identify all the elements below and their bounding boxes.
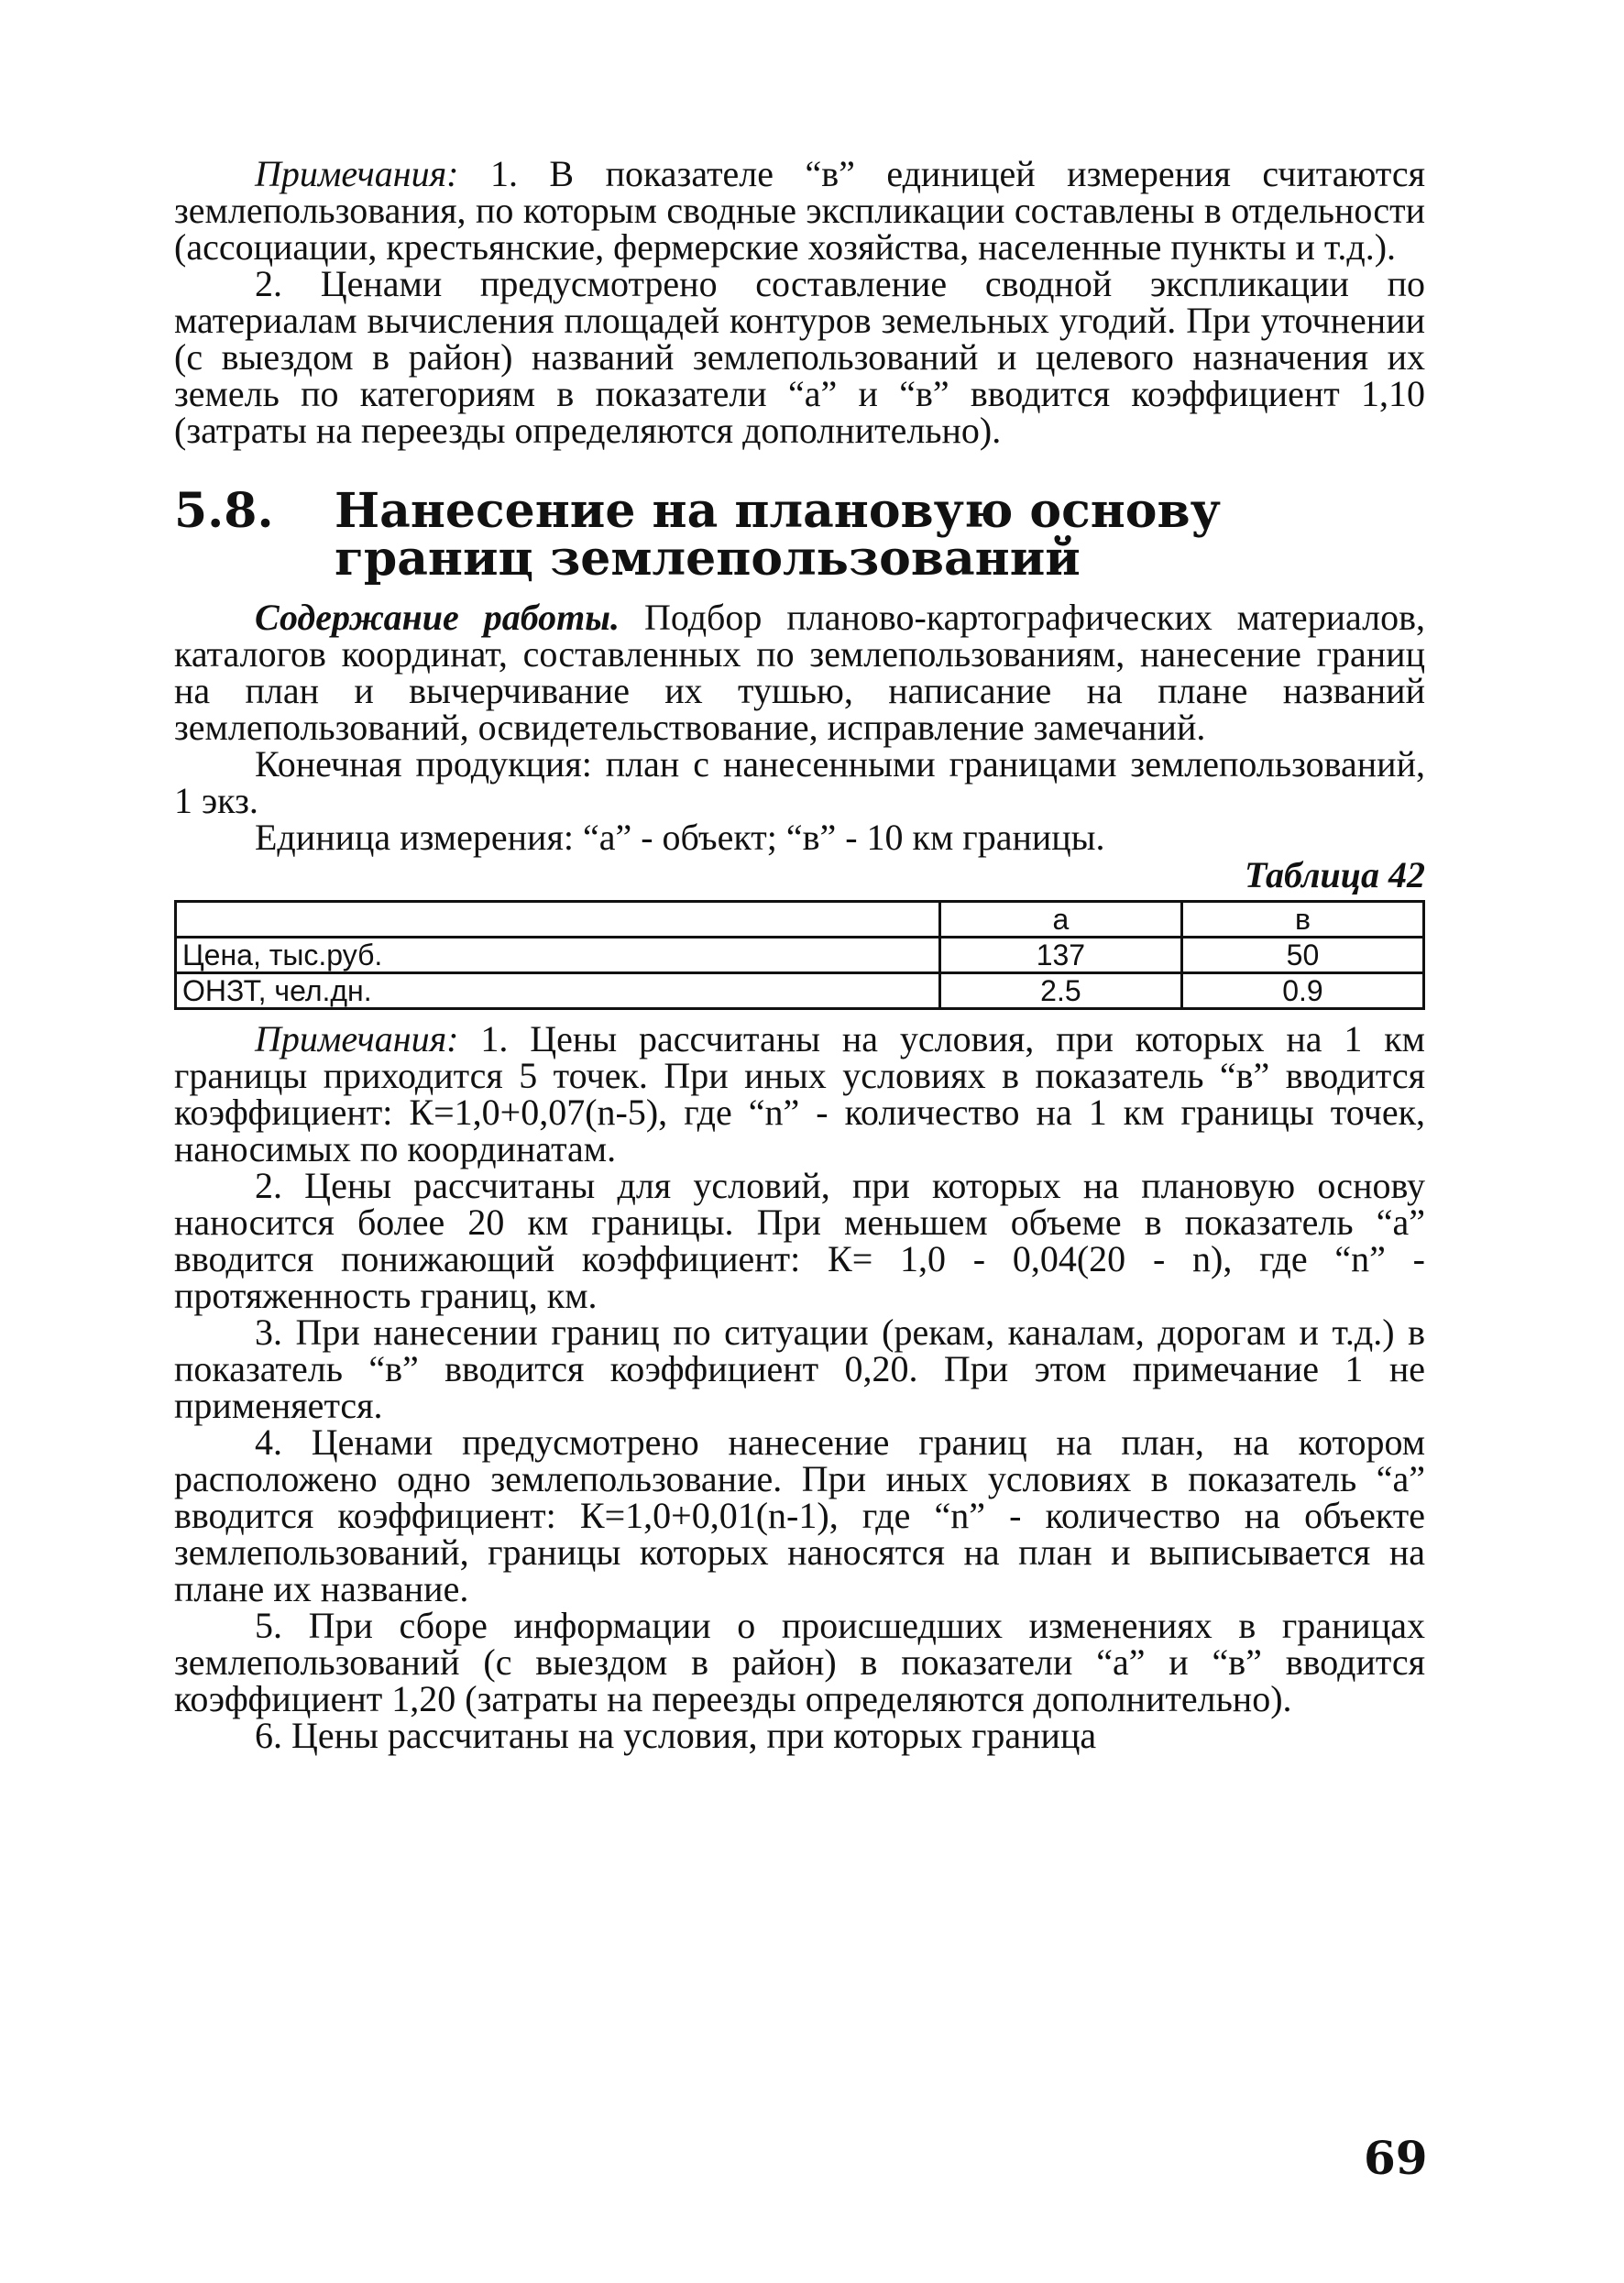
notes-bottom-note1	[174, 1018, 1425, 1169]
table-header-row	[176, 902, 1424, 938]
table-header-empty	[176, 902, 940, 938]
notes-bottom-note3: 3. При нанесении границ по ситуации (рекам, каналам, дорогам и т.д.) в показатель “в” вводится коэффициент 0,20. При этом примечание 1 не применяется.	[174, 1312, 1425, 1426]
table-row	[176, 938, 1424, 973]
page-content	[174, 153, 1426, 1756]
notes-top-note1-text: 1. В показателе “в” единицей измерения считаются землепользования, по которым сводные экспликации составлены в отдельности (ассоциации, крестьянские, фермерские хозяйства, населенные пункты и т.д.).	[174, 153, 1425, 268]
notes-top-note2: 2. Ценами предусмотрено составление сводной экспликации по материалам вычисления площадей контуров земельных угодий. При уточнении (с выездом в район) названий землепользований и целевого назначения их земель по категориям в показатели “а” и “в” вводится коэффициент 1,10 (затраты на переезды определяются дополнительно).	[174, 263, 1425, 451]
section-heading	[174, 483, 1425, 587]
table-cell-a: 137	[939, 938, 1181, 973]
notes-bottom-note1-text: 1. Цены рассчитаны на условия, при которых на 1 км границы приходится 5 точек. При иных условиях в показатель “в” вводится коэффициент: К=1,0+0,07(n-5), где “n” - количество на 1 км границы точек, наносимых по координатам.	[174, 1018, 1425, 1169]
section-title: Нанесение на плановую основу границ землепользований	[335, 483, 1221, 587]
notes-bottom-label: Примечания:	[255, 1018, 459, 1059]
notes-top-label: Примечания:	[255, 153, 459, 194]
table-caption: Таблица 42	[1245, 854, 1425, 895]
table-row	[176, 973, 1424, 1009]
table-header-b: в	[1181, 902, 1423, 938]
section-number: 5.8.	[174, 483, 274, 539]
table-cell-b: 50	[1181, 938, 1423, 973]
notes-bottom-note4: 4. Ценами предусмотрено нанесение границ на план, на котором расположено одно землепользование. При иных условиях в показатель “а” вводится коэффициент: К=1,0+0,01(n-1), где “n” - количество на объекте землепользований, границы которых наносятся на план и выписывается на плане их название.	[174, 1421, 1425, 1609]
page-number: 69	[1364, 2131, 1428, 2185]
table-cell-b: 0.9	[1181, 973, 1423, 1009]
work-content-text: Подбор планово-картографических материалов, каталогов координат, составленных по землепользованиям, нанесение границ на план и вычерчивание их тушью, написание на плане названий землепользований, освидетельствование, исправление замечаний.	[174, 597, 1426, 748]
work-content-label: Содержание работы.	[255, 597, 620, 638]
work-content	[174, 599, 1425, 746]
table-cell-name: Цена, тыс.руб.	[176, 938, 940, 973]
notes-bottom-note5: 5. При сборе информации о происшедших изменениях в границах землепользований (с выездом в район) в показатели “а” и “в” вводится коэффициент 1,20 (затраты на переезды определяются дополнительно).	[174, 1605, 1425, 1719]
table-cell-name: ОНЗТ, чел.дн.	[176, 973, 940, 1009]
final-product: Конечная продукция: план с нанесенными границами землепользований, 1 экз.	[174, 743, 1425, 821]
table-cell-a: 2.5	[939, 973, 1181, 1009]
notes-top-note1	[174, 153, 1425, 268]
price-table	[174, 900, 1425, 1010]
notes-bottom-note2: 2. Цены рассчитаны для условий, при которых на плановую основу наносится более 20 км границы. При меньшем объеме в показатель “а” вводится понижающий коэффициент: К= 1,0 - 0,04(20 - n), где “n” - протяженность границ, км.	[174, 1165, 1425, 1316]
table-header-a: а	[939, 902, 1181, 938]
notes-bottom-note6: 6. Цены рассчитаны на условия, при которых граница	[255, 1715, 1097, 1756]
measurement-unit: Единица измерения: “а” - объект; “в” - 10 км границы.	[255, 817, 1105, 858]
